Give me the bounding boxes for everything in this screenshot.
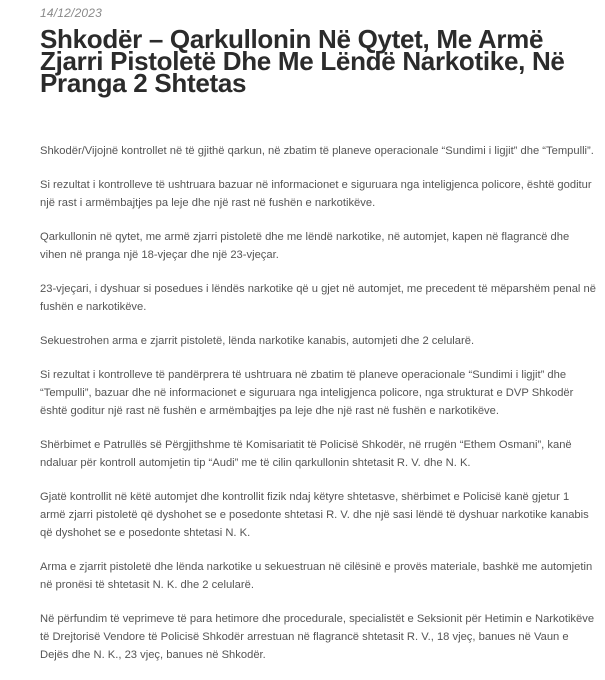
article-body xyxy=(40,142,596,680)
article-paragraph: Shërbimet e Patrullës së Përgjithshme të Komisariatit të Policisë Shkodër, në rrugën “Ethem Osmani”, kanë ndaluar për kontroll automjetin tip “Audi” me të cilin qarkullonin shtetasit R. V. dhe N. K. xyxy=(40,439,572,469)
article-paragraph: Sekuestrohen arma e zjarrit pistoletë, lënda narkotike kanabis, automjeti dhe 2 celularë. xyxy=(40,335,475,347)
article-paragraph: Gjatë kontrollit në këtë automjet dhe kontrollit fizik ndaj këtyre shtetasve, shërbimet e Policisë kanë gjetur 1 armë zjarri pistoletë që dyshohet se e posedonte shtetasi R. V. dhe një sasi lëndë të dyshuar narkotike kanabis që dyshohet se e posedonte shtetasi N. K. xyxy=(40,491,589,539)
article-title: Shkodër – Qarkullonin Në Qytet, Me Armë Zjarri Pistoletë Dhe Me Lëndë Narkotike, Në Pranga 2 Shtetas xyxy=(40,24,565,98)
article-paragraph: Qarkullonin në qytet, me armë zjarri pistoletë dhe me lëndë narkotike, në automjet, kapen në flagrancë dhe vihen në pranga një 18-vjeçar dhe një 23-vjeçar. xyxy=(40,231,570,261)
article-paragraph: Si rezultat i kontrolleve të pandërprera të ushtruara në zbatim të planeve operacionale “Sundimi i ligjit” dhe “Tempulli”, bazuar dhe në informacionet e siguruara nga inteligjenca policore, nga strukturat e DVP Shkodër është goditur një rast në fushën e armëmbajtjes pa leje dhe një rast në fushën e narkotikëve. xyxy=(40,369,574,417)
article-date: 14/12/2023 xyxy=(40,6,103,20)
article-paragraph: Shkodër/Vijojnë kontrollet në të gjithë qarkun, në zbatim të planeve operacionale “Sundimi i ligjit” dhe “Tempulli”. xyxy=(40,145,594,157)
article-paragraph: Arma e zjarrit pistoletë dhe lënda narkotike u sekuestruan në cilësinë e provës materiale, bashkë me automjetin në pronësi të shtetasit N. K. dhe 2 celularë. xyxy=(40,561,593,591)
article-paragraph: Si rezultat i kontrolleve të ushtruara bazuar në informacionet e siguruara nga inteligjenca policore, është goditur një rast i armëmbajtjes pa leje dhe një rast në fushën e narkotikëve. xyxy=(40,179,592,209)
article-paragraph: 23-vjeçari, i dyshuar si posedues i lëndës narkotike që u gjet në automjet, me precedent të mëparshëm penal në fushën e narkotikëve. xyxy=(40,283,596,313)
article-paragraph: Në përfundim të veprimeve të para hetimore dhe procedurale, specialistët e Seksionit për Hetimin e Narkotikëve të Drejtorisë Vendore të Policisë Shkodër arrestuan në flagrancë shtetasit R. V., 18 vjeç, banues në Vaun e Dejës dhe N. K., 23 vjeç, banues në Shkodër. xyxy=(40,613,595,661)
